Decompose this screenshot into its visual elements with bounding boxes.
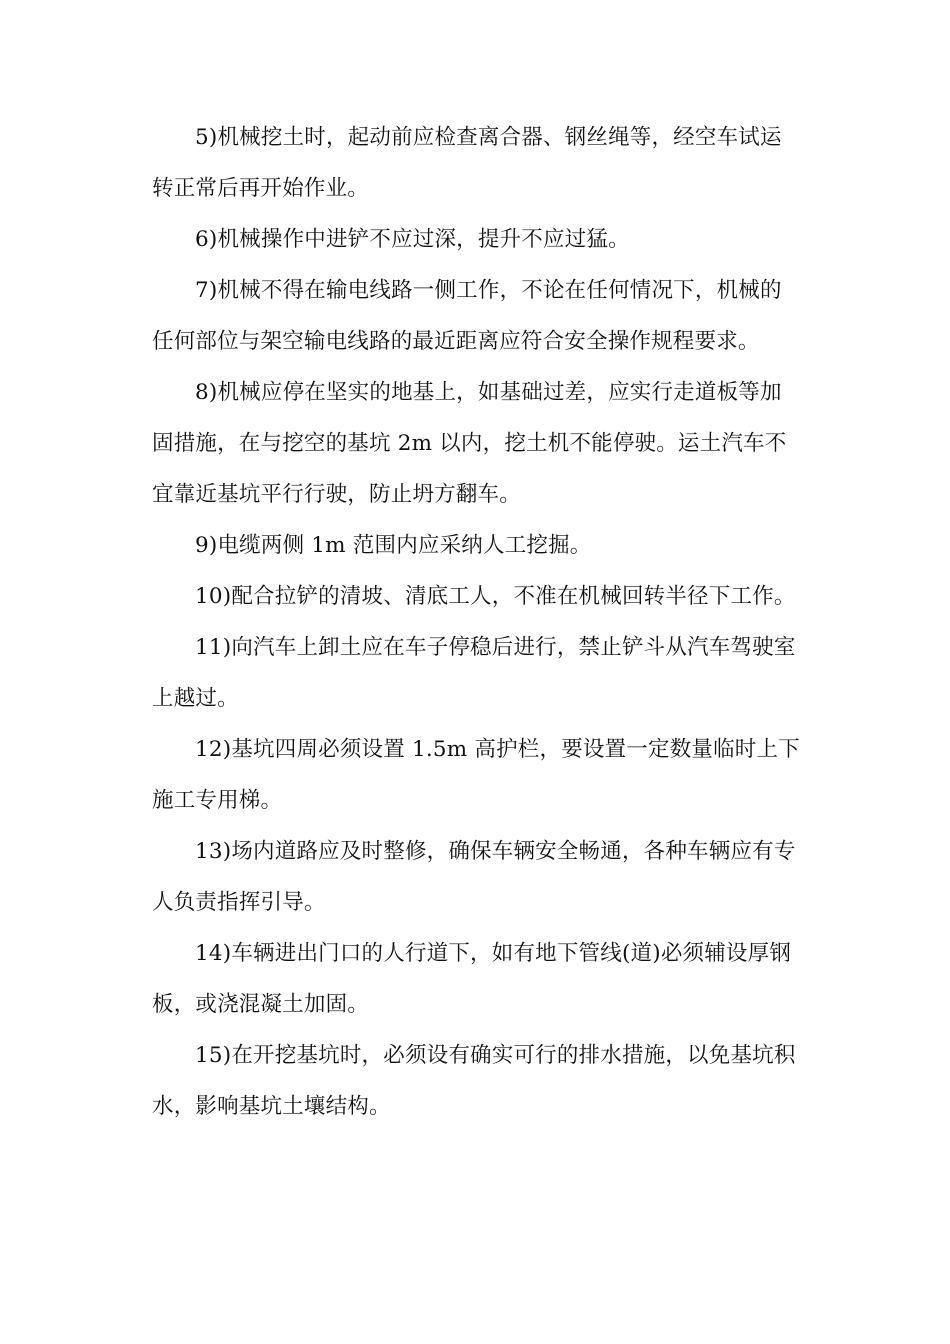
paragraph-9: 9)电缆两侧 1m 范围内应采纳人工挖掘。	[195, 533, 592, 558]
paragraph-10: 10)配合拉铲的清坡、清底工人，不准在机械回转半径下工作。	[195, 584, 796, 609]
paragraph-13: 13)场内道路应及时整修，确保车辆安全畅通，各种车辆应有专人负责指挥引导。	[152, 839, 796, 915]
paragraph-5: 5)机械挖土时，起动前应检查离合器、钢丝绳等，经空车试运转正常后再开始作业。	[152, 125, 782, 201]
paragraph-6: 6)机械操作中进铲不应过深，提升不应过猛。	[195, 227, 630, 252]
paragraph-7: 7)机械不得在输电线路一侧工作，不论在任何情况下，机械的任何部位与架空输电线路的最近距离应符合安全操作规程要求。	[152, 278, 782, 354]
paragraph-15: 15)在开挖基坑时，必须设有确实可行的排水措施，以免基坑积水，影响基坑土壤结构。	[152, 1043, 796, 1119]
paragraph-12: 12)基坑四周必须设置 1.5m 高护栏，要设置一定数量临时上下施工专用梯。	[152, 737, 800, 813]
paragraph-11: 11)向汽车上卸土应在车子停稳后进行，禁止铲斗从汽车驾驶室上越过。	[152, 635, 796, 711]
document-body	[152, 112, 800, 1132]
paragraph-8: 8)机械应停在坚实的地基上，如基础过差，应实行走道板等加固措施，在与挖空的基坑 2m 以内，挖土机不能停驶。运土汽车不宜靠近基坑平行行驶，防止坍方翻车。	[152, 380, 787, 507]
paragraph-14: 14)车辆进出门口的人行道下，如有地下管线(道)必须辅设厚钢板，或浇混凝土加固。	[152, 941, 792, 1017]
